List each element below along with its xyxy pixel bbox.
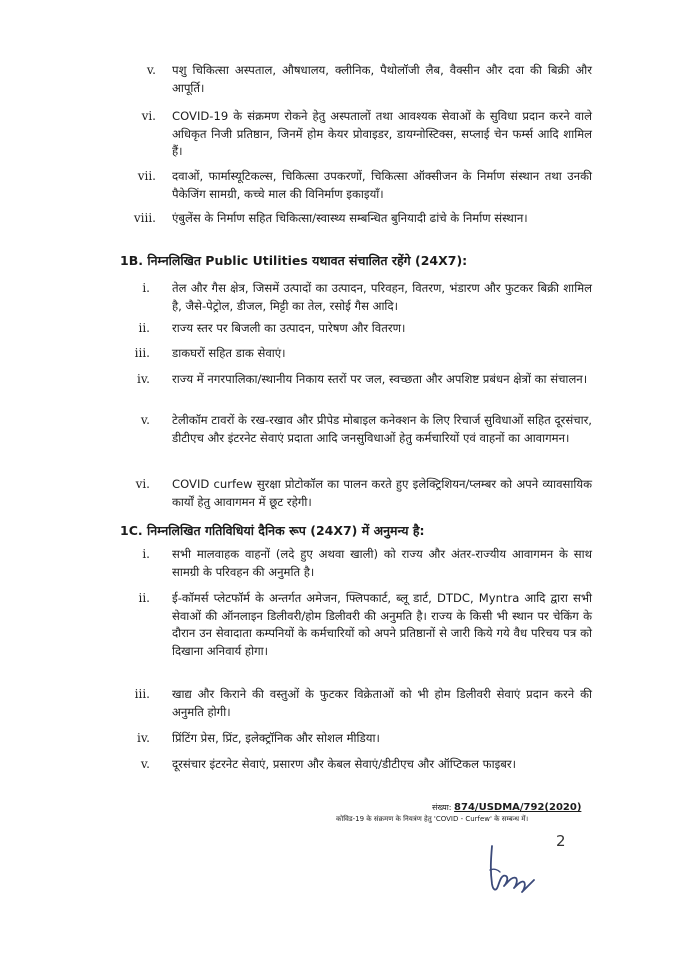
item-number: i. <box>142 547 150 561</box>
item-text: टेलीकॉम टावरों के रख-रखाव और प्रीपेड मोबाइल कनेक्शन के लिए रिचार्ज सुविधाओं सहित दूरसंचार, डीटीएच और इंटरनेट सेवाएं प्रदाता आदि जनसुविधाओं हेतु कर्मचारियों एवं वाहनों का आवागमन। <box>172 413 592 445</box>
item-number: vii. <box>137 169 156 183</box>
item-text: राज्य में नगरपालिका/स्थानीय निकाय स्तरों पर जल, स्वच्छता और अपशिष्ट प्रबंधन क्षेत्रों का संचालन। <box>172 372 588 386</box>
item-text: तेल और गैस क्षेत्र, जिसमें उत्पादों का उत्पादन, परिवहन, वितरण, भंडारण और फुटकर बिक्री शामिल है, जैसे-पेट्रोल, डीजल, मिट्टी का तेल, रसोई गैस आदि। <box>172 281 592 313</box>
page-number: 2 <box>556 832 566 850</box>
reference-number: 874/USDMA/792(2020) <box>454 802 582 813</box>
item-text: खाद्य और किराने की वस्तुओं के फुटकर विक्रेताओं को भी होम डिलीवरी सेवाएं प्रदान करने की अनुमति होगी। <box>172 687 592 719</box>
section-1b-heading: 1B. निम्नलिखित Public Utilities यथावत संचालित रहेंगे (24X7): <box>120 253 468 268</box>
item-number: iii. <box>134 687 150 701</box>
section-1c-heading: 1C. निम्नलिखित गतिविधियां दैनिक रूप (24X7) में अनुमन्य है: <box>120 523 425 538</box>
item-number: iv. <box>136 372 150 386</box>
item-number: v. <box>140 757 150 771</box>
item-number: i. <box>142 281 150 295</box>
reference-line <box>432 802 581 813</box>
item-number: vi. <box>141 109 156 123</box>
item-number: ii. <box>138 591 150 605</box>
item-number: iii. <box>134 346 150 360</box>
item-text: सभी मालवाहक वाहनों (लदे हुए अथवा खाली) को राज्य और अंतर-राज्यीय आवागमन के साथ सामग्री के परिवहन की अनुमति है। <box>172 547 592 579</box>
item-text: दूरसंचार इंटरनेट सेवाएं, प्रसारण और केबल सेवाएं/डीटीएच और ऑप्टिकल फाइबर। <box>172 757 517 771</box>
item-text: COVID curfew सुरक्षा प्रोटोकॉल का पालन करते हुए इलेक्ट्रिशियन/प्लम्बर को अपने व्यावसायिक कार्यों हेतु आवागमन में छूट रहेगी। <box>172 477 592 509</box>
reference-label: संख्या: <box>432 803 452 812</box>
item-text: डाकघरों सहित डाक सेवाएं। <box>172 346 286 360</box>
item-text: पशु चिकित्सा अस्पताल, औषधालय, क्लीनिक, पैथोलॉजी लैब, वैक्सीन और दवा की बिक्री और आपूर्ति। <box>172 63 592 95</box>
reference-subject: कोविड-19 के संक्रमण के नियत्रंण हेतु 'COVID - Curfew' के सम्बन्ध में। <box>336 815 529 823</box>
item-text: COVID-19 के संक्रमण रोकने हेतु अस्पतालों तथा आवश्यक सेवाओं के सुविधा प्रदान करने वाले अधिकृत निजी प्रतिष्ठान, जिनमें होम केयर प्रोवाइडर, डायग्नोस्टिक्स, सप्लाई चेन फर्म्स आदि शामिल हैं। <box>172 109 592 158</box>
item-text: दवाओं, फार्मास्यूटिकल्स, चिकित्सा उपकरणों, चिकित्सा ऑक्सीजन के निर्माण संस्थान तथा उनकी पैकेजिंग सामग्री, कच्चे माल की विनिर्माण इकाइयाँ। <box>172 169 592 201</box>
item-text: एंबुलेंस के निर्माण सहित चिकित्सा/स्वास्थ्य सम्बन्धित बुनियादी ढांचे के निर्माण संस्थान। <box>172 211 528 225</box>
item-number: v. <box>140 413 150 427</box>
item-number: vi. <box>135 477 150 491</box>
item-text: ई-कॉमर्स प्लेटफॉर्म के अन्तर्गत अमेजन, फ्लिपकार्ट, ब्लू डार्ट, DTDC, Myntra आदि द्वारा सभी सेवाओं की ऑनलाइन डिलीवरी/होम डिलीवरी की अनुमति है। राज्य के किसी भी स्थान पर चेकिंग के दौरान उन सेवादाता कम्पनियों के कर्मचारियों को अपने प्रतिष्ठानों से जारी किये गये वैध परिचय पत्र को दिखाना अनिवार्य होगा। <box>172 591 592 658</box>
item-number: viii. <box>133 211 156 225</box>
item-number: v. <box>146 63 156 77</box>
item-text: राज्य स्तर पर बिजली का उत्पादन, पारेषण और वितरण। <box>172 321 406 335</box>
signature <box>478 840 548 900</box>
item-number: ii. <box>138 321 150 335</box>
item-text: प्रिंटिंग प्रेस, प्रिंट, इलेक्ट्रॉनिक और सोशल मीडिया। <box>172 731 380 745</box>
item-number: iv. <box>136 731 150 745</box>
